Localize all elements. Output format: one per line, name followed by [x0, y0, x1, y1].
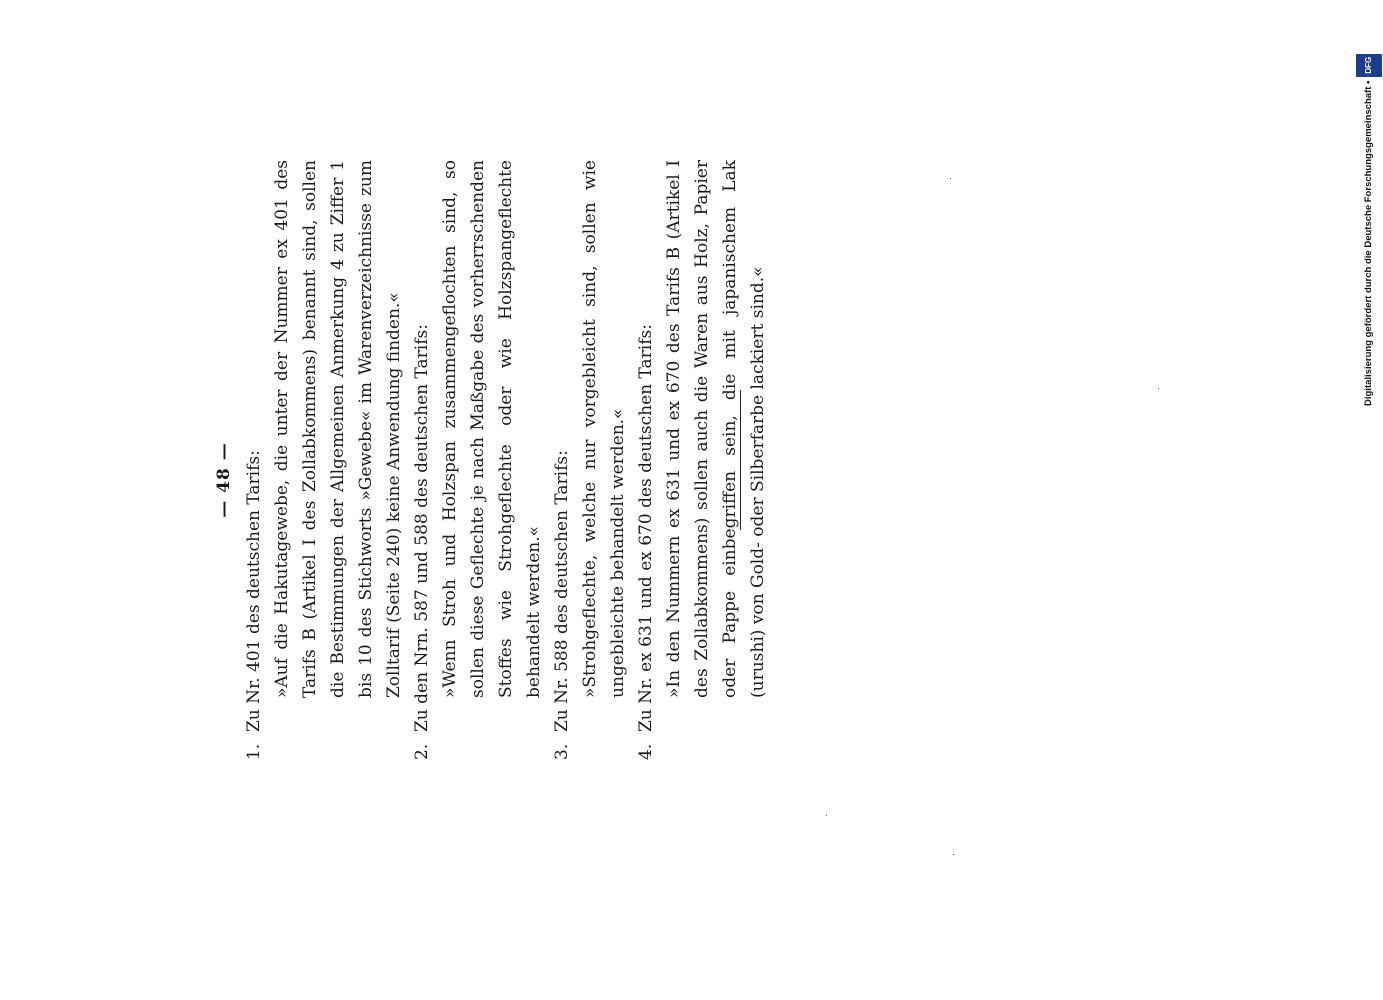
article-item-1	[240, 160, 408, 760]
article-heading: Zu den Nrn. 587 und 588 des deutschen Tarifs:	[412, 324, 432, 732]
page-number: — 48 —	[214, 442, 234, 518]
article-quote: »In den Nummern ex 631 und ex 670 des Tarifs B (Artikel I des Zollabkommens) sollen auch die Waren aus Holz, Papier oder Pappe einbegriffen sein, die mit japanischem Lak (urushi) von Gold- oder Silberfarbe lackiert sind.«	[664, 160, 768, 698]
article-number: 4.	[636, 743, 656, 760]
article-heading: Zu Nr. ex 631 und ex 670 des deutschen Tarifs:	[636, 324, 656, 732]
article-item-2	[408, 160, 548, 760]
article-quote: »Auf die Hakutagewebe, die unter der Nummer ex 401 des Tarifs B (Artikel I des Zollabkommens) benannt sind, sollen die Bestimmungen der Allgemeinen Anmerkung 4 zu Ziffer 1 bis 10 des Stichworts »Gewebe« im Warenverzeichnisse zum Zolltarif (Seite 240) keine Anwendung finden.«	[272, 160, 404, 698]
article-quote: »Strohgeflechte, welche nur vorgebleicht sind, sollen wie ungebleichte behandelt werden.«	[580, 160, 628, 698]
dfg-logo: DFG	[1356, 54, 1382, 77]
digitization-credit	[1357, 6, 1381, 406]
credit-text: Digitalisierung gefördert durch die Deutsche Forschungsgemeinschaft •	[1363, 80, 1374, 406]
article-list	[240, 160, 772, 760]
scan-speck	[826, 815, 827, 816]
article-number: 2.	[412, 743, 432, 760]
scan-speck	[950, 178, 951, 179]
scan-speck	[1158, 388, 1159, 389]
article-heading: Zu Nr. 401 des deutschen Tarifs:	[244, 450, 264, 732]
rotated-page	[200, 0, 768, 760]
article-item-3	[548, 160, 632, 760]
article-heading: Zu Nr. 588 des deutschen Tarifs:	[552, 450, 572, 732]
section-divider	[740, 390, 741, 530]
article-number: 1.	[244, 743, 264, 760]
article-number: 3.	[552, 743, 572, 760]
article-item-4	[632, 160, 772, 760]
article-quote: »Wenn Stroh und Holzspan zusammengeflochten sind, so sollen diese Geflechte je nach Maßgabe des vorherrschenden Stoffes wie Strohgeflechte oder wie Holzspangeflechte behandelt werden.«	[440, 160, 544, 698]
scan-speck	[953, 854, 954, 855]
